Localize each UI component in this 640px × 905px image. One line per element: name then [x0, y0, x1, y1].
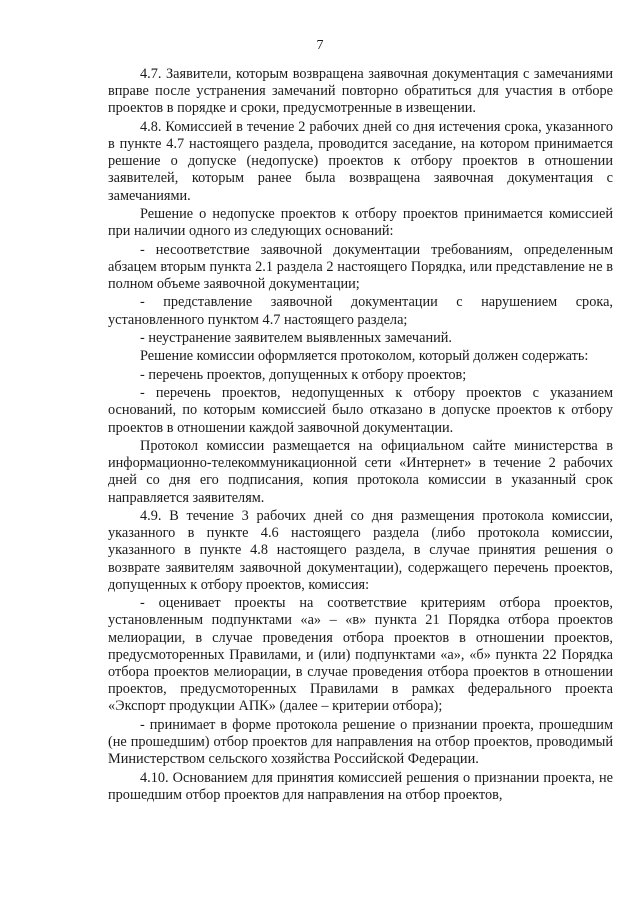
list-item-unresolved-remarks: - неустранение заявителем выявленных замечаний. [140, 329, 452, 346]
paragraph-protocol-contents-intro: Решение комиссии оформляется протоколом, который должен содержать: [140, 348, 589, 365]
paragraph-4-9: 4.9. В течение 3 рабочих дней со дня размещения протокола комиссии, указанного в пункте 4.6 настоящего раздела (либо протокола комиссии, указанного в пункте 4.8 настоящего раздела, в случае принятия решения о возврате заявителям заявочной документации), содержащего перечень проектов, допущенных к отбору проектов, комиссия: [108, 507, 613, 593]
list-item-admitted-projects: - перечень проектов, допущенных к отбору проектов; [140, 366, 467, 383]
paragraph-rejection-grounds-intro: Решение о недопуске проектов к отбору проектов принимается комиссией при наличии одного из следующих оснований: [108, 206, 613, 240]
document-body [108, 66, 613, 805]
page-number: 7 [316, 38, 324, 53]
paragraph-4-8: 4.8. Комиссией в течение 2 рабочих дней со дня истечения срока, указанного в пункте 4.7 настоящего раздела, проводится заседание, на котором принимается решение о допуске (недопуске) проектов к отбору проектов в отношении заявителей, которым ранее была возвращена заявочная документация с замечаниями. [108, 118, 613, 204]
list-item-rejected-projects: - перечень проектов, недопущенных к отбору проектов с указанием оснований, по которым комиссией было отказано в допуске проектов к отбору проектов в отношении каждой заявочной документации. [108, 385, 613, 436]
paragraph-4-10: 4.10. Основанием для принятия комиссией решения о признании проекта, не прошедшим отбор проектов для направления на отбор проектов, [108, 769, 613, 803]
paragraph-protocol-publication: Протокол комиссии размещается на официальном сайте министерства в информационно-телекоммуникационной сети «Интернет» в течение 2 рабочих дней со дня его подписания, копия протокола комиссии в указанный срок направляется заявителям. [108, 437, 613, 506]
list-item-decision-protocol: - принимает в форме протокола решение о признании проекта, прошедшим (не прошедшим) отбор проектов для направления на отбор проектов, проводимый Министерством сельского хозяйства Российской Федерации. [108, 716, 613, 768]
list-item-noncompliance: - несоответствие заявочной документации требованиям, определенным абзацем вторым пункта 2.1 раздела 2 настоящего Порядка, или представление не в полном объеме заявочной документации; [108, 241, 613, 292]
paragraph-4-7: 4.7. Заявители, которым возвращена заявочная документация с замечаниями вправе после устранения замечаний повторно обратиться для участия в отборе проектов в порядке и сроки, предусмотренные в извещении. [108, 66, 613, 117]
list-item-evaluate-criteria: - оценивает проекты на соответствие критериям отбора проектов, установленным подпунктами «а» – «в» пункта 21 Порядка отбора проектов мелиорации, в случае проведения отбора проектов в отношении проектов, предусмоторенных Правилами, и (или) подпунктами «а», «б» пункта 22 Порядка отбора проектов мелиорации, в случае проведения отбора проектов в отношении проектов, предусмоторенных Правилами в рамках федерального проекта «Экспорт продукции АПК» (далее – критерии отбора); [108, 595, 613, 715]
list-item-late-submission: - представление заявочной документации с нарушением срока, установленного пунктом 4.7 настоящего раздела; [108, 294, 613, 328]
